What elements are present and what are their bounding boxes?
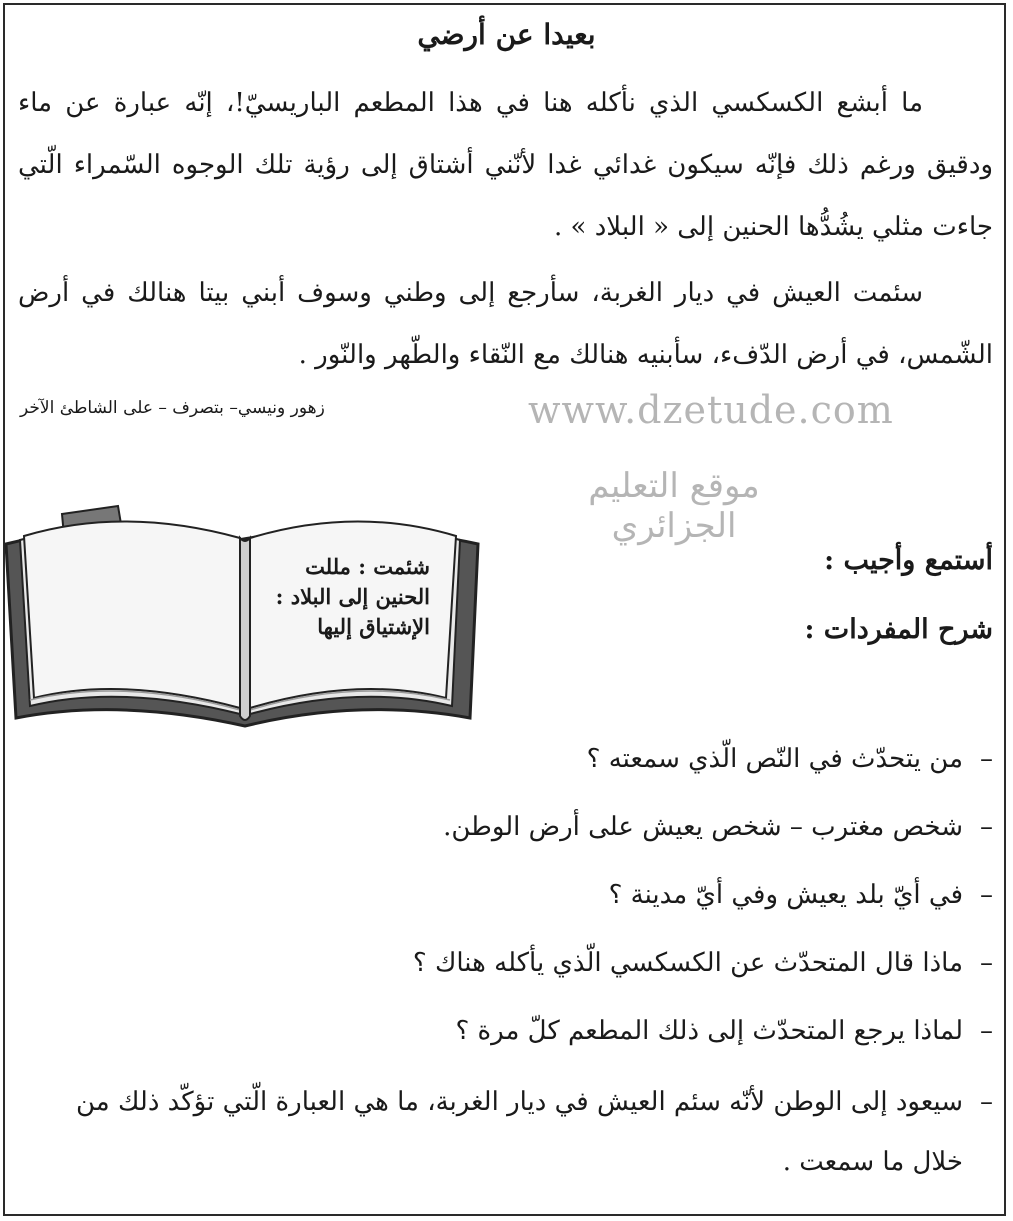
- glossary-line: الإشتياق إليها: [317, 614, 430, 639]
- list-item: –في أيّ بلد يعيش وفي أيّ مدينة ؟: [18, 868, 993, 922]
- text-title: بعيدا عن أرضي: [417, 18, 596, 51]
- glossary-line: الحنين إلى البلاد :: [275, 584, 430, 609]
- question-list: [18, 732, 993, 1206]
- dash-bullet: –: [980, 880, 993, 910]
- list-item: –لماذا يرجع المتحدّث إلى ذلك المطعم كلّ مرة ؟: [18, 1004, 993, 1058]
- source-citation: زهور ونيسي– بتصرف – على الشاطئ الآخر: [20, 398, 325, 418]
- list-item: –ماذا قال المتحدّث عن الكسكسي الّذي يأكله هناك ؟: [18, 936, 993, 990]
- dash-bullet: –: [980, 744, 993, 774]
- dash-bullet: –: [980, 948, 993, 978]
- heading-vocabulary: شرح المفردات :: [804, 614, 993, 645]
- dash-bullet: –: [980, 812, 993, 842]
- watermark-url: www.dzetude.com: [528, 388, 894, 432]
- list-item: –سيعود إلى الوطن لأنّه سئم العيش في ديار الغربة، ما هي العبارة الّتي تؤكّد ذلك من خلال ما سمعت .: [18, 1072, 993, 1192]
- paragraph-1: ما أبشع الكسكسي الذي نأكله هنا في هذا المطعم الباريسيّ!، إنّه عبارة عن ماء ودقيق ورغم ذلك فإنّه سيكون غدائي غدا لأنّني أشتاق إلى رؤية تلك الوجوه السّمراء الّتي جاءت مثلي يشُدُّها الحنين إلى « البلاد » .: [18, 88, 993, 242]
- paragraph-2: سئمت العيش في ديار الغربة، سأرجع إلى وطني وسوف أبني بيتا هنالك في أرض الشّمس، في أرض الدّفء، سأبنيه هنالك مع النّقاء والطّهر والنّور .: [18, 278, 993, 370]
- dash-bullet: –: [980, 1016, 993, 1046]
- glossary-box: [240, 552, 430, 642]
- watermark-site-name: موقع التعليم الجزائري: [588, 466, 760, 546]
- heading-listen-and-answer: أستمع وأجيب :: [824, 545, 993, 576]
- glossary-line: شئمت : مللت: [305, 554, 430, 579]
- list-item: –من يتحدّث في النّص الّذي سمعته ؟: [18, 732, 993, 786]
- list-item: –شخص مغترب – شخص يعيش على أرض الوطن.: [18, 800, 993, 854]
- dash-bullet: –: [980, 1087, 993, 1117]
